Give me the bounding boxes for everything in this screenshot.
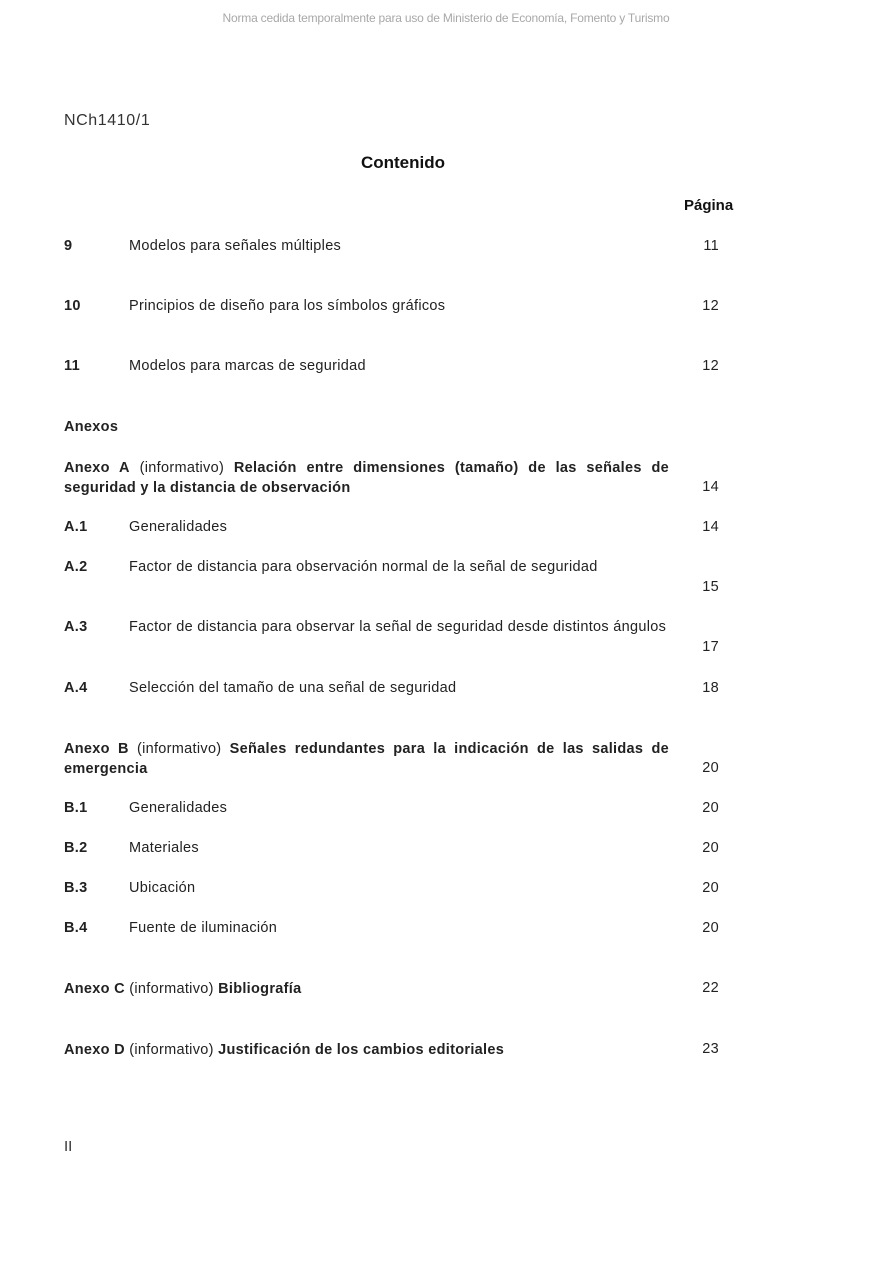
entry-number: 11 — [64, 358, 80, 374]
entry-page: 14 — [702, 519, 719, 535]
watermark: Norma cedida temporalmente para uso de Ministerio de Economía, Fomento y Turismo — [222, 11, 670, 25]
entry-page: 20 — [702, 840, 719, 856]
entry-label: Anexo C (informativo) Bibliografía — [64, 981, 302, 997]
entry-number: B.4 — [64, 920, 88, 936]
entry-page: 22 — [702, 980, 719, 996]
page-title: Contenido — [360, 153, 446, 172]
entry-number: B.2 — [64, 840, 88, 856]
entry-number: 9 — [64, 238, 73, 254]
entry-number: A.1 — [64, 519, 88, 535]
entry-number: B.1 — [64, 800, 88, 816]
entry-number: 10 — [64, 298, 81, 314]
entry-page: 12 — [702, 298, 719, 314]
entry-label: Anexo D (informativo) Justificación de los cambios editoriales — [64, 1042, 505, 1058]
entry-label: Anexo B (informativo) Señales redundantes para la indicación de las salidas de emergencia — [64, 741, 669, 777]
entry-page: 20 — [702, 920, 719, 936]
entry-label: Fuente de iluminación — [129, 920, 278, 936]
entry-label: Generalidades — [129, 519, 228, 535]
entry-page: 15 — [702, 579, 719, 595]
entry-page: 17 — [702, 639, 719, 655]
page-column-header: Página — [684, 197, 734, 214]
entry-page: 14 — [702, 479, 719, 495]
annexes-heading: Anexos — [64, 419, 119, 435]
entry-label: Modelos para marcas de seguridad — [129, 358, 366, 374]
entry-label: Principios de diseño para los símbolos gráficos — [129, 298, 446, 314]
entry-page: 12 — [702, 358, 719, 374]
entry-page: 20 — [702, 880, 719, 896]
entry-label: Materiales — [129, 840, 199, 856]
entry-number: A.4 — [64, 680, 88, 696]
entry-label: Anexo A (informativo) Relación entre dimensiones (tamaño) de las señales de seguridad y la distancia de observación — [64, 460, 669, 496]
entry-label: Generalidades — [129, 800, 228, 816]
entry-page: 23 — [702, 1041, 719, 1057]
document-code: NCh1410/1 — [64, 112, 151, 129]
entry-label: Ubicación — [129, 880, 196, 896]
entry-page: 20 — [702, 760, 719, 776]
entry-label: Factor de distancia para observación normal de la señal de seguridad — [129, 559, 598, 575]
page-number: II — [64, 1138, 73, 1155]
entry-label: Factor de distancia para observar la señal de seguridad desde distintos ángulos — [129, 619, 667, 635]
entry-label: Selección del tamaño de una señal de seguridad — [129, 680, 457, 696]
entry-page: 20 — [702, 800, 719, 816]
entry-page: 18 — [702, 680, 719, 696]
entry-number: A.3 — [64, 619, 88, 635]
entry-label: Modelos para señales múltiples — [129, 238, 342, 254]
entry-number: A.2 — [64, 559, 88, 575]
entry-number: B.3 — [64, 880, 88, 896]
entry-page: 11 — [703, 238, 719, 254]
